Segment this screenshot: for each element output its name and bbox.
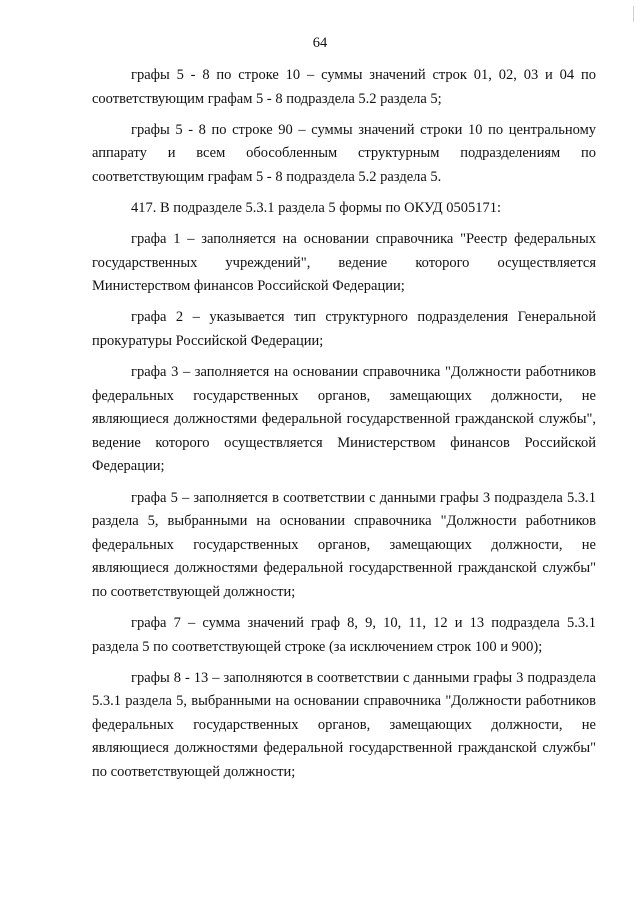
- para-417: 417. В подразделе 5.3.1 раздела 5 формы по ОКУД 0505171:: [131, 199, 502, 216]
- scan-edge-mark: [633, 6, 634, 22]
- para-grafy-8-13: графы 8 - 13 – заполняются в соответствии с данными графы 3 подраздела 5.3.1 раздела 5, выбранными на основании справочника "Должности работников федеральных государственных органов, замещающих должности, не являющиеся должностями федеральной государственной гражданской службы" по соответствующей должности;: [92, 669, 596, 781]
- para-grafa-7: графа 7 – сумма значений граф 8, 9, 10, 11, 12 и 13 подраздела 5.3.1 раздела 5 по соответствующей строке (за исключением строк 100 и 900);: [92, 614, 596, 655]
- para-grafa-2: графа 2 – указывается тип структурного подразделения Генеральной прокуратуры Российской Федерации;: [92, 309, 596, 349]
- page-number: 64: [312, 35, 328, 51]
- para-grafa-3: графа 3 – заполняется на основании справочника "Должности работников федеральных государственных органов, замещающих должности, не являющиеся должностями федеральной государственной гражданской службы", ведение которого осуществляется Министерством финансов Российской Федерации;: [92, 364, 596, 475]
- para-grafa-1: графа 1 – заполняется на основании справочника "Реестр федеральных государственных учреждений", ведение которого осуществляется Министерством финансов Российской Федерации;: [92, 231, 596, 295]
- para-grafy-5-8-stroka-10: графы 5 - 8 по строке 10 – суммы значений строк 01, 02, 03 и 04 по соответствующим графам 5 - 8 подраздела 5.2 раздела 5;: [92, 67, 596, 107]
- document-body: [92, 64, 596, 792]
- para-grafy-5-8-stroka-90: графы 5 - 8 по строке 90 – суммы значений строки 10 по центральному аппарату и всем обособленным структурным подразделениям по соответствующим графам 5 - 8 подраздела 5.2 раздела 5.: [92, 121, 596, 185]
- para-grafa-5: графа 5 – заполняется в соответствии с данными графы 3 подраздела 5.3.1 раздела 5, выбранными на основании справочника "Должности работников федеральных государственных органов, замещающих должности, не являющиеся должностями федеральной государственной гражданской службы" по соответствующей должности;: [92, 489, 596, 600]
